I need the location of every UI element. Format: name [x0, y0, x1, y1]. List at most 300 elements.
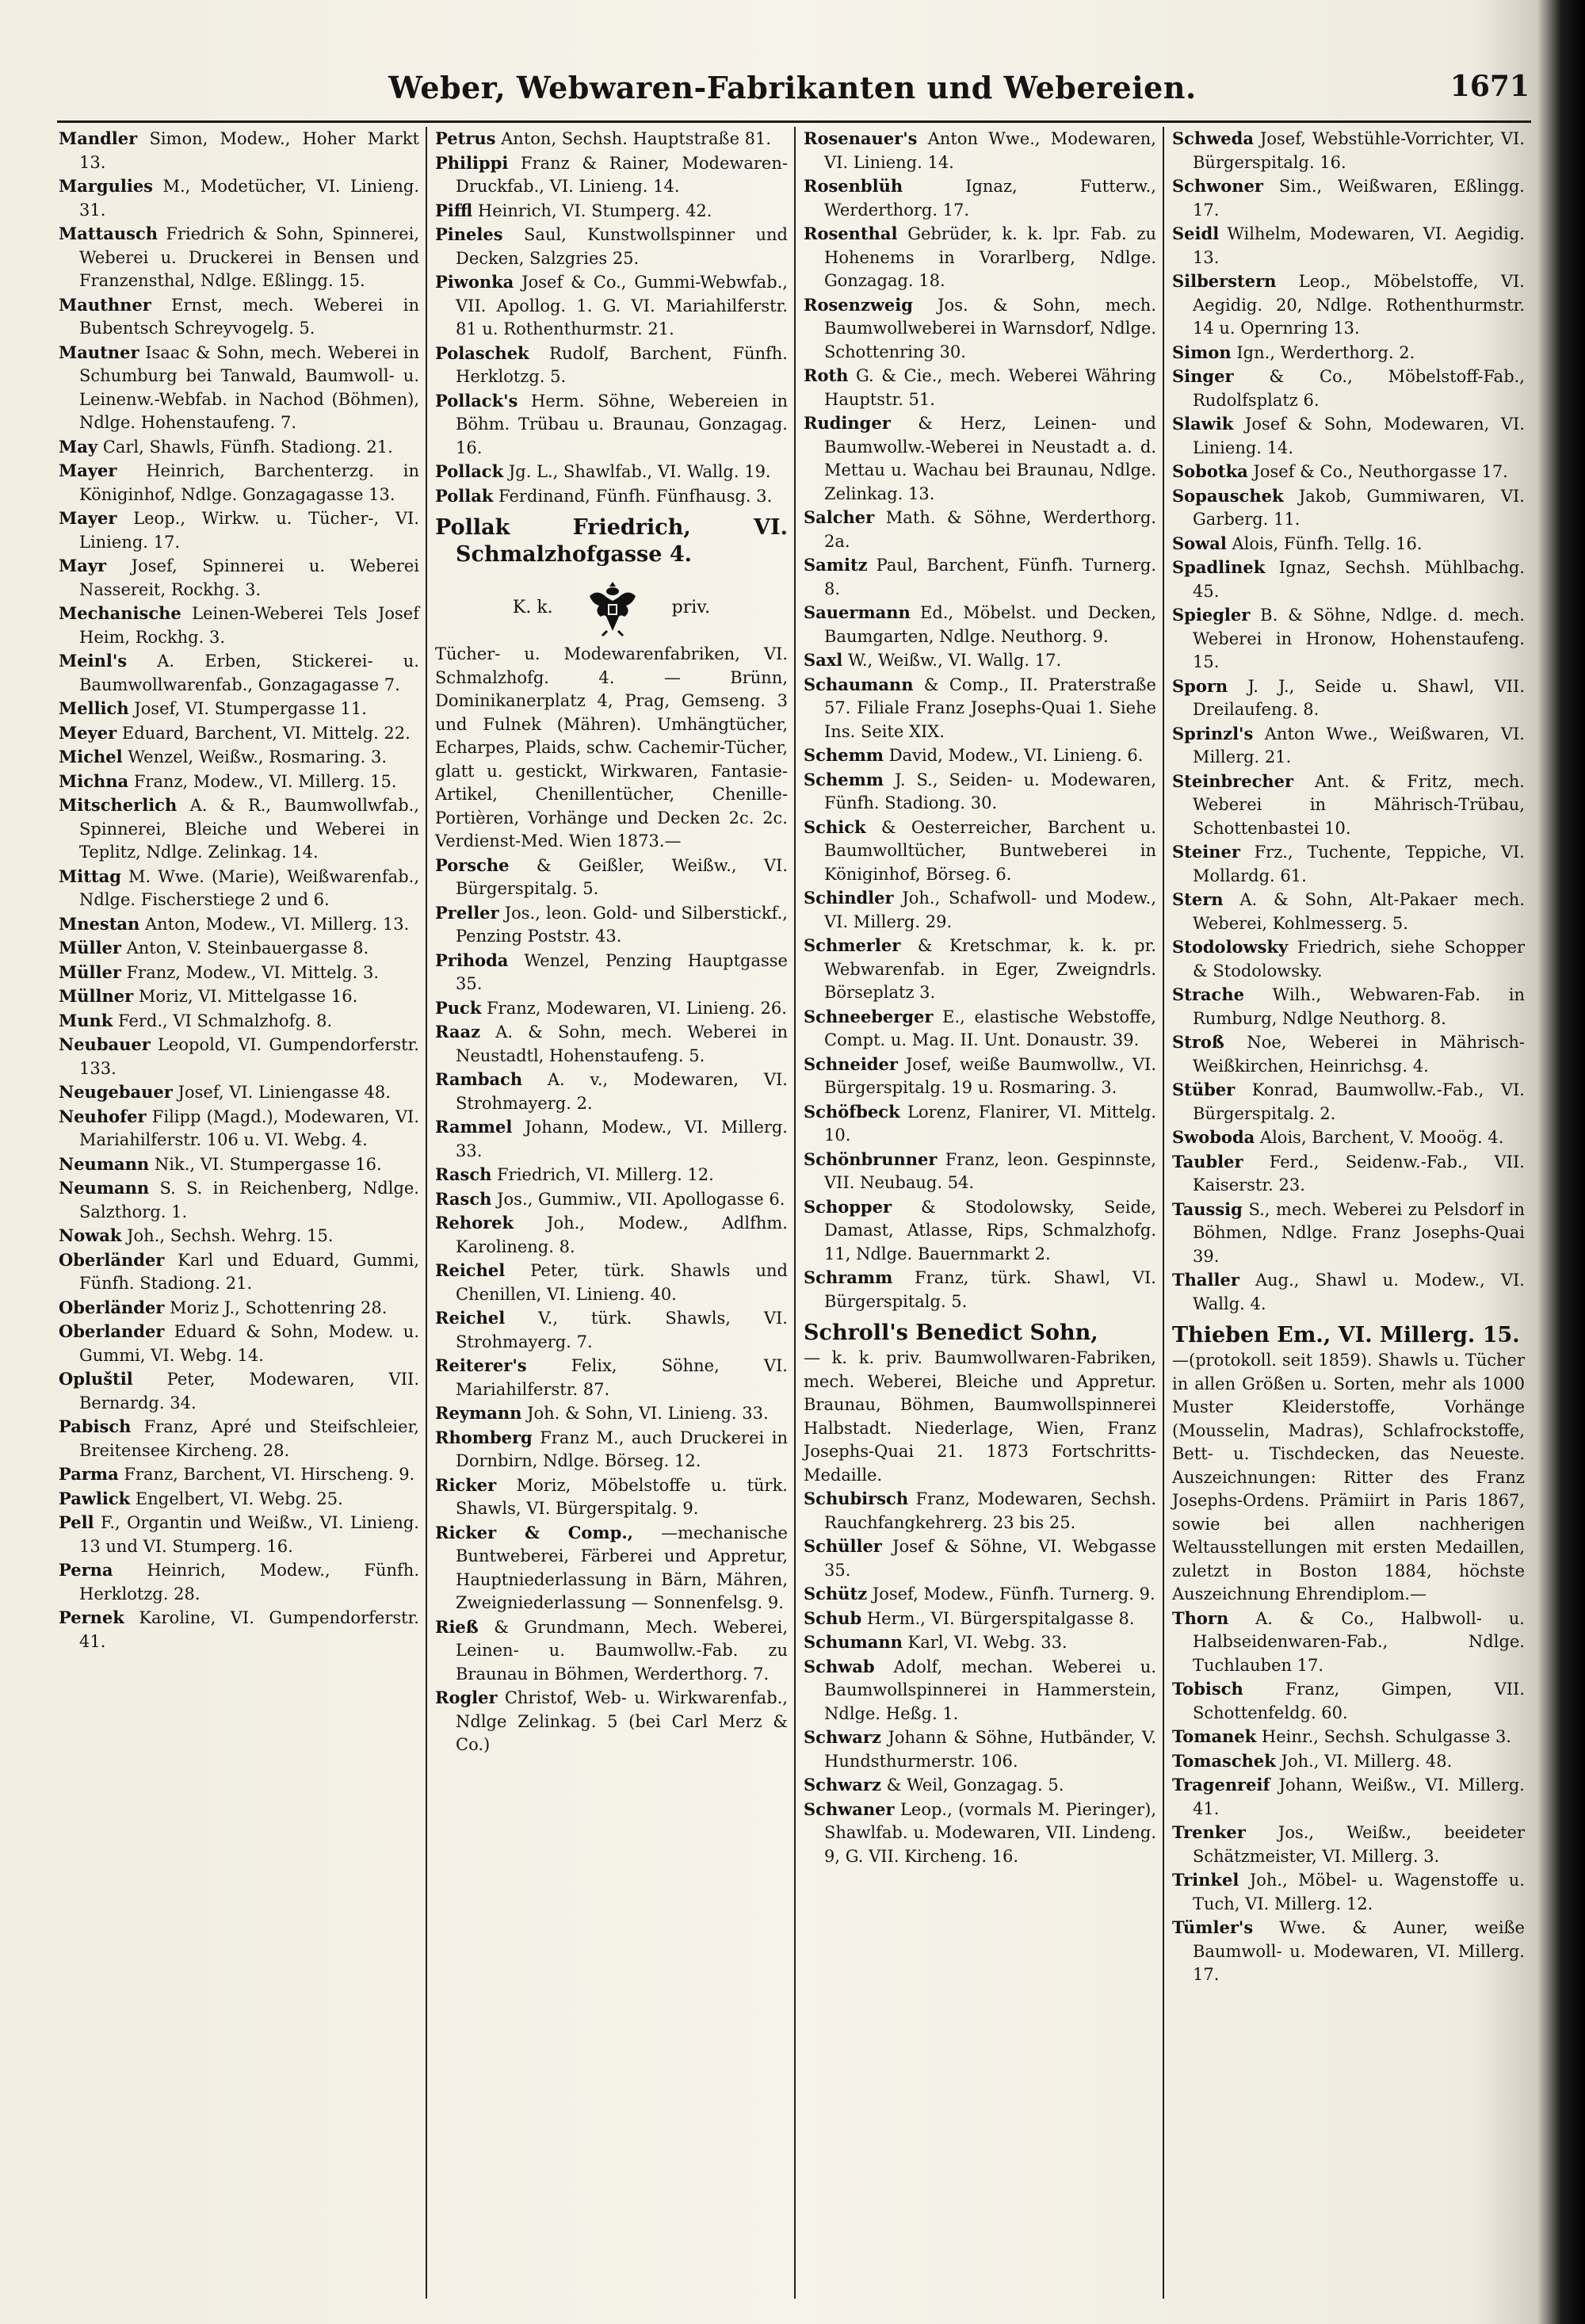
- directory-entry: [59, 1367, 419, 1415]
- directory-entry: [59, 1176, 419, 1224]
- entry-text: & Stodolowsky, Seide, Damast, Atlasse, Rips, Schmalzhofg. 11, Ndlge. Bauernmarkt 2.: [824, 1197, 1156, 1263]
- directory-entry: [1172, 722, 1525, 770]
- entry-text: Anton, V. Steinbauergasse 8.: [126, 938, 369, 958]
- entry-name: Pell: [59, 1512, 94, 1532]
- entry-name: Rosenthal: [804, 224, 898, 243]
- entry-name: Rosenauer's: [804, 128, 918, 148]
- entry-name: Schmerler: [804, 935, 901, 955]
- column-3-entries-bottom: [804, 1487, 1156, 1868]
- entry-name: Neubauer: [59, 1034, 151, 1054]
- entry-text: Joh., Sechsh. Wehrg. 15.: [127, 1226, 334, 1245]
- entry-name: Seidl: [1172, 224, 1220, 243]
- directory-entry: [59, 1558, 419, 1606]
- entry-text: Franz, Modew., VI. Millerg. 15.: [133, 771, 397, 791]
- directory-entry: [1172, 983, 1525, 1030]
- entry-text: & Co., Möbelstoff-Fab., Rudolfsplatz 6.: [1193, 367, 1525, 410]
- entry-name: Pawlick: [59, 1488, 131, 1508]
- directory-entry: [1172, 484, 1525, 532]
- entry-text: —mechanische Buntweberei, Färberei und Appretur, Hauptniederlassung in Bärn, Mähren, Zweigniederlassung — Sonnenfelsg. 9.: [456, 1523, 788, 1612]
- directory-entry: [435, 1068, 788, 1115]
- directory-entry: [804, 1655, 1156, 1726]
- entry-name: Roth: [804, 365, 849, 385]
- entry-text: Josef & Söhne, VI. Webgasse 35.: [824, 1537, 1156, 1580]
- directory-entry: [435, 1259, 788, 1306]
- entry-name: Mnestan: [59, 913, 140, 934]
- entry-text: Jos. & Sohn, mech. Baumwollweberei in Warnsdorf, Ndlge. Schottenring 30.: [824, 295, 1156, 361]
- entry-text: Josef, VI. Stumpergasse 11.: [134, 699, 367, 718]
- entry-text: Filipp (Magd.), Modewaren, VI. Mariahilferstr. 106 u. VI. Webg. 4.: [79, 1107, 419, 1149]
- entry-name: Schwaner: [804, 1798, 895, 1819]
- entry-name: Oberländer: [59, 1249, 165, 1270]
- entry-text: Joh., Modew., Adlfhm. Karolineng. 8.: [456, 1214, 788, 1256]
- entry-text: E., elastische Webstoffe, Compt. u. Mag. II. Unt. Donaustr. 39.: [824, 1007, 1156, 1049]
- entry-text: Frz., Tuchente, Teppiche, VI. Mollardg. 61.: [1193, 843, 1525, 885]
- entry-text: Jakob, Gummiwaren, VI. Garberg. 11.: [1193, 486, 1525, 529]
- entry-name: Mechanische: [59, 603, 181, 623]
- entry-text: Johann, Modew., VI. Millerg. 33.: [456, 1118, 788, 1160]
- emblem-right-text: priv.: [671, 597, 711, 617]
- entry-name: Tümler's: [1172, 1917, 1254, 1937]
- entry-name: Silberstern: [1172, 271, 1277, 291]
- entry-text: Jg. L., Shawlfab., VI. Wallg. 19.: [508, 462, 771, 481]
- directory-entry: [1172, 556, 1525, 603]
- entry-text: Aug., Shawl u. Modew., VI. Wallg. 4.: [1193, 1271, 1525, 1313]
- directory-entry: [804, 768, 1156, 816]
- entry-text: Franz, Modew., VI. Mittelg. 3.: [126, 962, 380, 982]
- entry-text: Josef, Modew., Fünfh. Turnerg. 9.: [872, 1584, 1155, 1603]
- entry-text: A. & R., Baumwollwfab., Spinnerei, Bleiche und Weberei in Teplitz, Ndlge. Zelinkag. 14.: [79, 796, 419, 862]
- directory-entry: [804, 1487, 1156, 1535]
- directory-entry: [1172, 1916, 1525, 1987]
- entry-name: Michel: [59, 747, 123, 766]
- directory-entry: [435, 854, 788, 901]
- directory-entry: [804, 816, 1156, 887]
- entry-name: Trenker: [1172, 1822, 1246, 1842]
- entry-text: A. & Sohn, Alt-Pakaer mech. Weberei, Kohlmesserg. 5.: [1193, 890, 1525, 933]
- directory-entry: [59, 697, 419, 721]
- directory-entry: [59, 1487, 419, 1512]
- directory-entry: [59, 222, 419, 293]
- entry-name: Opluštil: [59, 1369, 133, 1389]
- entry-name: Petrus: [435, 128, 496, 148]
- entry-name: Philippi: [435, 152, 509, 173]
- directory-entry: [435, 223, 788, 270]
- entry-name: Rudinger: [804, 413, 891, 433]
- directory-entry: [1172, 341, 1525, 365]
- directory-entry: [59, 554, 419, 602]
- column-3-entries-top: [804, 127, 1156, 1313]
- entry-name: Spiegler: [1172, 605, 1251, 625]
- entry-name: Piwonka: [435, 272, 514, 292]
- entry-text: Jos., leon. Gold- und Silberstickf., Penzing Poststr. 43.: [456, 903, 788, 946]
- entry-text: S., mech. Weberei zu Pelsdorf in Böhmen, Ndlge. Franz Josephs-Quai 39.: [1193, 1199, 1525, 1266]
- entry-text: Josef, Webstühle-Vorrichter, VI. Bürgerspitalg. 16.: [1193, 129, 1525, 172]
- entry-name: Schubirsch: [804, 1489, 909, 1508]
- entry-name: Oberländer: [59, 1297, 165, 1317]
- entry-text: Johann & Söhne, Hutbänder, V. Hundsthurmerstr. 106.: [824, 1728, 1156, 1771]
- entry-name: Reichel: [435, 1308, 506, 1328]
- directory-entry: [435, 389, 788, 461]
- entry-name: Schroll's: [804, 1321, 908, 1345]
- directory-entry: [1172, 1268, 1525, 1316]
- entry-name: Sowal: [1172, 533, 1227, 553]
- entry-name: Schwoner: [1172, 176, 1263, 196]
- directory-entry: [804, 934, 1156, 1005]
- featured-entry-schroll: [804, 1320, 1156, 1347]
- entry-name: Munk: [59, 1010, 113, 1030]
- directory-entry: [804, 553, 1156, 601]
- entry-name: Pollack: [435, 461, 504, 481]
- entry-name: Neuhofer: [59, 1106, 147, 1126]
- entry-text: Josef, Spinnerei u. Weberei Nassereit, Rockhg. 3.: [79, 556, 419, 599]
- directory-entry: [1172, 1607, 1525, 1678]
- entry-name: Taussig: [1172, 1198, 1243, 1219]
- directory-entry: [435, 127, 788, 151]
- entry-text: A. v., Modewaren, VI. Strohmayerg. 2.: [456, 1070, 788, 1113]
- entry-text: Friedrich & Sohn, Spinnerei, Weberei u. Druckerei in Bensen und Franzensthal, Ndlge. Eßlingg. 15.: [79, 224, 419, 290]
- pollak-description: Tücher- u. Modewarenfabriken, VI. Schmalzhofg. 4. — Brünn, Dominikanerplatz 4, Prag, Gemseng. 3 und Fulnek (Mähren). Umhängtücher, Echarpes, Plaids, schw. Cachemir-Tücher, glatt u. gestickt, Wirkwaren, Fantasie-Artikel, Chenillentücher, Chenille-Portièren, Vorhänge und Decken 2c. 2c. Verdienst-Med. Wien 1873.—: [435, 644, 788, 850]
- directory-entry: [435, 1474, 788, 1521]
- directory-entry: [59, 770, 419, 794]
- entry-name: Rambach: [435, 1069, 523, 1089]
- entry-text: Moriz, Möbelstoffe u. türk. Shawls, VI. Bürgerspitalg. 9.: [456, 1475, 788, 1518]
- entry-name: Sprinzl's: [1172, 723, 1254, 743]
- entry-name: Schönbrunner: [804, 1149, 938, 1169]
- entry-name: Steiner: [1172, 842, 1240, 862]
- directory-entry: [1172, 1078, 1525, 1126]
- entry-text: Karl und Eduard, Gummi, Fünfh. Stadiong. 21.: [79, 1250, 419, 1293]
- directory-entry: [59, 1462, 419, 1487]
- entry-name: Rosenzweig: [804, 294, 913, 315]
- entry-text: Ignaz, Sechsh. Mühlbachg. 45.: [1193, 558, 1525, 601]
- entry-text: Karoline, VI. Gumpendorferstr. 41.: [79, 1608, 419, 1651]
- entry-text: Eduard & Sohn, Modew. u. Gummi, VI. Webg. 14.: [79, 1322, 419, 1365]
- directory-entry: [59, 1320, 419, 1367]
- entry-name: Reiterer's: [435, 1355, 527, 1375]
- entry-text: Ferd., VI Schmalzhofg. 8.: [118, 1011, 333, 1030]
- entry-name: Trinkel: [1172, 1870, 1239, 1890]
- directory-entry: [804, 1195, 1156, 1267]
- entry-name: Polaschek: [435, 342, 529, 363]
- directory-entry: [1172, 1868, 1525, 1916]
- directory-entry: [59, 1248, 419, 1296]
- directory-entry: [435, 270, 788, 342]
- entry-text: & Geißler, Weißw., VI. Bürgerspitalg. 5.: [456, 855, 788, 898]
- directory-entry: [1172, 1030, 1525, 1078]
- directory-entry: [59, 912, 419, 937]
- page-number: 1671: [1449, 70, 1530, 103]
- directory-entry: [804, 1773, 1156, 1798]
- directory-entry: [59, 649, 419, 697]
- directory-entry: [1172, 532, 1525, 556]
- entry-name: Schneider: [804, 1053, 898, 1074]
- entry-text: Ferdinand, Fünfh. Fünfhausg. 3.: [498, 486, 773, 506]
- entry-text: Carl, Shawls, Fünfh. Stadiong. 21.: [102, 437, 393, 457]
- directory-entry: [1172, 1749, 1525, 1774]
- entry-name: Schöfbeck: [804, 1101, 900, 1122]
- entry-name: Rasch: [435, 1188, 492, 1209]
- entry-name: Schneeberger: [804, 1006, 934, 1026]
- entry-text: J. S., Seiden- u. Modewaren, Fünfh. Stadiong. 30.: [824, 770, 1156, 812]
- directory-entry: [59, 793, 419, 865]
- entry-text: M., Modetücher, VI. Linieng. 31.: [79, 177, 419, 220]
- entry-text: Em., VI. Millerg. 15.: [1277, 1323, 1520, 1347]
- entry-text: M. Wwe. (Marie), Weißwarenfab., Ndlge. Fischerstiege 2 und 6.: [79, 866, 419, 909]
- entry-name: Swoboda: [1172, 1127, 1255, 1147]
- directory-entry: [435, 1401, 788, 1426]
- directory-entry: [1172, 675, 1525, 722]
- entry-text: Ernst, mech. Weberei in Bubentsch Schreyvogelg. 5.: [79, 295, 419, 338]
- entry-name: Mayer: [59, 461, 117, 480]
- directory-entry: [435, 1115, 788, 1163]
- entry-name: Rieß: [435, 1616, 479, 1637]
- directory-entry: [804, 886, 1156, 934]
- entry-text: Friedrich, siehe Schopper & Stodolowsky.: [1193, 938, 1525, 980]
- entry-text: Wenzel, Weißw., Rosmaring. 3.: [128, 747, 388, 766]
- directory-entry: [804, 743, 1156, 768]
- directory-entry: [1172, 460, 1525, 484]
- entry-name: Stüber: [1172, 1080, 1236, 1099]
- directory-entry: [59, 1080, 419, 1105]
- directory-entry: [59, 506, 419, 554]
- directory-entry: [435, 1686, 788, 1757]
- directory-entry: [59, 865, 419, 912]
- column-4: [1163, 127, 1531, 2299]
- directory-entry: [435, 1426, 788, 1474]
- entry-name: Schaumann: [804, 674, 914, 694]
- entry-name: Saxl: [804, 650, 843, 670]
- entry-text: Josef & Co., Gummi-Webwfab., VII. Apollog. 1. G. VI. Mariahilferstr. 81 u. Rothenthurmstr. 21.: [456, 273, 788, 338]
- entry-text: & Kretschmar, k. k. pr. Webwarenfab. in Eger, Zweigndrls. Börseplatz 3.: [824, 936, 1156, 1002]
- entry-text: Leinen-Weberei Tels Josef Heim, Rockhg. 3.: [79, 604, 419, 647]
- entry-name: Mellich: [59, 698, 129, 718]
- entry-text: Heinrich, Modew., Fünfh. Herklotzg. 28.: [79, 1561, 419, 1603]
- directory-entry: [1172, 1198, 1525, 1269]
- directory-entry: [59, 1033, 419, 1080]
- entry-text: Math. & Söhne, Werderthorg. 2a.: [824, 508, 1156, 551]
- entry-text: Anton Wwe., Modewaren, VI. Linieng. 14.: [824, 129, 1156, 172]
- entry-name: Schumann: [804, 1632, 903, 1652]
- entry-name: Sporn: [1172, 675, 1228, 696]
- entry-text: W., Weißw., VI. Wallg. 17.: [847, 651, 1062, 670]
- entry-text: Herm., VI. Bürgerspitalgasse 8.: [866, 1608, 1135, 1628]
- directory-entry: [59, 721, 419, 746]
- directory-entry: [435, 1187, 788, 1212]
- entry-name: Mautner: [59, 342, 139, 362]
- entry-text: Heinrich, VI. Stumperg. 42.: [477, 201, 712, 220]
- entry-name: Neumann: [59, 1178, 150, 1198]
- entry-text: Rudolf, Barchent, Fünfh. Herklotzg. 5.: [456, 343, 788, 386]
- entry-text: Leop., (vormals M. Pieringer), Shawlfab. u. Modewaren, VII. Lindeng. 9, G. VII. Kircheng. 16.: [824, 1799, 1156, 1866]
- entry-name: Rehorek: [435, 1213, 514, 1233]
- entry-name: Parma: [59, 1464, 119, 1484]
- entry-text: Eduard, Barchent, VI. Mittelg. 22.: [121, 723, 411, 743]
- directory-entry: [435, 1163, 788, 1187]
- entry-name: Tobisch: [1172, 1679, 1243, 1699]
- entry-text: Herm. Söhne, Webereien in Böhm. Trübau u. Braunau, Gonzagag. 16.: [456, 391, 788, 457]
- entry-text: Joh., Schafwoll- und Modew., VI. Millerg. 29.: [824, 889, 1156, 931]
- entry-name: Pollak: [435, 485, 494, 506]
- directory-entry: [804, 411, 1156, 506]
- directory-entry: [59, 459, 419, 506]
- entry-text: Ed., Möbelst. und Decken, Baumgarten, Ndlge. Neuthorg. 9.: [824, 603, 1156, 646]
- directory-entry: [804, 293, 1156, 365]
- entry-name: Schwarz: [804, 1727, 881, 1747]
- directory-entry: [59, 745, 419, 770]
- directory-entry: [804, 1266, 1156, 1313]
- directory-entry: [435, 1211, 788, 1259]
- entry-text: Paul, Barchent, Fünfh. Turnerg. 8.: [824, 556, 1156, 598]
- entry-name: Meyer: [59, 722, 117, 743]
- directory-entry: [435, 1020, 788, 1068]
- entry-text: A. & Co., Halbwoll- u. Halbseidenwaren-Fab., Ndlge. Tuchlauben 17.: [1193, 1608, 1525, 1675]
- entry-name: Mitscherlich: [59, 795, 178, 815]
- entry-text: Joh., Möbel- u. Wagenstoffe u. Tuch, VI. Millerg. 12.: [1193, 1871, 1525, 1913]
- entry-name: Schütz: [804, 1584, 868, 1603]
- directory-entry: [1172, 770, 1525, 841]
- entry-text: S. S. in Reichenberg, Ndlge. Salzthorg. 1.: [79, 1179, 419, 1221]
- entry-text: Josef, VI. Liniengasse 48.: [178, 1083, 391, 1102]
- entry-text: Noe, Weberei in Mährisch-Weißkirchen, Heinrichsg. 4.: [1193, 1033, 1525, 1076]
- directory-entry: [1172, 269, 1525, 341]
- entry-name: Thorn: [1172, 1607, 1229, 1628]
- directory-entry: [1172, 1821, 1525, 1868]
- directory-entry: [1172, 840, 1525, 888]
- entry-text: Wwe. & Auner, weiße Baumwoll- u. Modewaren, VI. Millerg. 17.: [1193, 1918, 1525, 1984]
- entry-name: Salcher: [804, 507, 875, 527]
- entry-name: Schemm: [804, 769, 884, 789]
- column-4-entries-bottom: [1172, 1607, 1525, 1987]
- entry-text: Peter, türk. Shawls und Chenillen, VI. Linieng. 40.: [456, 1261, 788, 1304]
- entry-text: Moriz, VI. Mittelgasse 16.: [138, 987, 358, 1006]
- entry-text: Leopold, VI. Gumpendorferstr. 133.: [79, 1035, 419, 1078]
- directory-entry: [804, 1607, 1156, 1631]
- directory-entry: [435, 1354, 788, 1401]
- directory-entry: [59, 1415, 419, 1462]
- directory-entry: [435, 949, 788, 996]
- entry-name: Schramm: [804, 1267, 893, 1287]
- entry-text: Nik., VI. Stumpergasse 16.: [154, 1154, 382, 1174]
- entry-text: Joh., VI. Millerg. 48.: [1281, 1751, 1453, 1771]
- entry-name: Schopper: [804, 1196, 892, 1217]
- entry-text: J. J., Seide u. Shawl, VII. Dreilaufeng. 8.: [1193, 676, 1525, 719]
- entry-text: Leop., Möbelstoffe, VI. Aegidig. 20, Ndlge. Rothenthurmstr. 14 u. Opernring 13.: [1193, 272, 1525, 338]
- entry-name: Sauermann: [804, 602, 911, 622]
- directory-entry: [804, 601, 1156, 648]
- entry-name: Slawik: [1172, 414, 1234, 434]
- entry-name: Sopauschek: [1172, 485, 1284, 506]
- directory-entry: [1172, 888, 1525, 935]
- entry-name: Taubler: [1172, 1151, 1243, 1172]
- entry-name: Reymann: [435, 1403, 522, 1423]
- entry-text: Franz, leon. Gespinnste, VII. Neubaug. 54.: [824, 1149, 1156, 1192]
- directory-entry: [59, 1105, 419, 1152]
- featured-entry-thieben: [1172, 1322, 1525, 1349]
- entry-text: Ferd., Seidenw.-Fab., VII. Kaiserstr. 23.: [1193, 1152, 1525, 1194]
- entry-name: Piffl: [435, 200, 473, 220]
- entry-name: Oberlander: [59, 1321, 165, 1341]
- directory-entry: [804, 1053, 1156, 1100]
- entry-name: Pernek: [59, 1607, 124, 1627]
- entry-text: Konrad, Baumwollw.-Fab., VI. Bürgerspitalg. 2.: [1193, 1080, 1525, 1123]
- entry-name: Müller: [59, 938, 121, 958]
- entry-text: Friedrich, VI. Schmalzhofgasse 4.: [456, 515, 788, 567]
- directory-entry: [1172, 1773, 1525, 1821]
- entry-text: F., Organtin und Weißw., VI. Linieng. 13 und VI. Stumperg. 16.: [79, 1513, 419, 1556]
- entry-name: Müller: [59, 961, 121, 982]
- entry-name: Raaz: [435, 1022, 481, 1042]
- schroll-description: — k. k. priv. Baumwollwaren-Fabriken, mech. Weberei, Bleiche und Appretur. Braunau, Böhmen, Baumwollspinnerei Halbstadt. Niederlage, Wien, Franz Josephs-Quai 21. 1873 Fortschritts-Medaille.: [804, 1348, 1156, 1485]
- entry-text: Franz, Barchent, VI. Hirscheng. 9.: [124, 1465, 415, 1484]
- directory-entry: [804, 1726, 1156, 1773]
- double-eagle-icon: [585, 577, 640, 637]
- entry-text: Leop., Wirkw. u. Tücher-, VI. Linieng. 17.: [79, 509, 419, 552]
- directory-entry: [59, 1511, 419, 1558]
- directory-entry: [1172, 1677, 1525, 1725]
- entry-text: Anton, Modew., VI. Millerg. 13.: [144, 914, 410, 934]
- entry-text: Wenzel, Penzing Hauptgasse 35.: [456, 950, 788, 993]
- entry-name: Ricker: [435, 1474, 497, 1495]
- entry-text: & Grundmann, Mech. Weberei, Leinen- u. Baumwollw.-Fab. zu Braunau in Böhmen, Werderthorg. 7.: [456, 1617, 788, 1684]
- entry-name: Steinbrecher: [1172, 770, 1294, 791]
- directory-entry: [1172, 365, 1525, 412]
- entry-name: Ricker & Comp.,: [435, 1522, 633, 1542]
- entry-name: Porsche: [435, 854, 510, 875]
- directory-entry: [804, 1535, 1156, 1582]
- entry-name: Neumann: [59, 1153, 150, 1174]
- entry-text: Heinr., Sechsh. Schulgasse 3.: [1261, 1727, 1511, 1746]
- directory-entry: [804, 1798, 1156, 1869]
- entry-name: Tragenreif: [1172, 1775, 1270, 1795]
- featured-entry-pollak: [435, 514, 788, 568]
- entry-text: & Comp., II. Praterstraße 57. Filiale Franz Josephs-Quai 1. Siehe Ins. Seite XIX.: [824, 675, 1156, 741]
- entry-name: Tomanek: [1172, 1726, 1257, 1746]
- entry-name: Neugebauer: [59, 1082, 173, 1102]
- entry-text: Franz, Apré und Steifschleier, Breitensee Kircheng. 28.: [79, 1417, 419, 1460]
- entry-text: A. & Sohn, mech. Weberei in Neustadtl, Hohenstaufeng. 5.: [456, 1022, 788, 1065]
- entry-name: Sobotka: [1172, 461, 1248, 481]
- directory-entry: [435, 1306, 788, 1354]
- entry-text: Anton, Sechsh. Hauptstraße 81.: [501, 129, 772, 148]
- entry-text: Franz, türk. Shawl, VI. Bürgerspitalg. 5.: [824, 1268, 1156, 1311]
- directory-entry: [59, 1224, 419, 1248]
- entry-name: Müllner: [59, 986, 134, 1006]
- entry-text: Josef & Sohn, Modewaren, VI. Linieng. 14.: [1193, 415, 1525, 457]
- directory-entry: [435, 901, 788, 949]
- entry-text: Friedrich, VI. Millerg. 12.: [497, 1165, 714, 1184]
- directory-entry: [1172, 1725, 1525, 1749]
- entry-name: Simon: [1172, 342, 1232, 362]
- entry-name: Spadlinek: [1172, 557, 1266, 577]
- entry-text: Saul, Kunstwollspinner und Decken, Salzgries 25.: [456, 225, 788, 268]
- entry-text: Sim., Weißwaren, Eßlingg. 17.: [1193, 177, 1525, 220]
- entry-name: Mauthner: [59, 294, 151, 315]
- entry-name: Margulies: [59, 176, 154, 196]
- column-1: [57, 127, 426, 2299]
- directory-entry: [59, 435, 419, 460]
- entry-text: Christof, Web- u. Wirkwarenfab., Ndlge Zelinkag. 5 (bei Carl Merz & Co.): [456, 1688, 788, 1754]
- directory-entry: [1172, 1126, 1525, 1150]
- entry-name: Rosenblüh: [804, 176, 903, 196]
- column-2: [426, 127, 794, 2299]
- entry-name: Preller: [435, 902, 499, 923]
- entry-name: Schindler: [804, 888, 894, 908]
- directory-entry: [59, 127, 419, 174]
- directory-entry: [1172, 603, 1525, 675]
- header-rule: [57, 120, 1531, 123]
- entry-text: Benedict Sohn,: [915, 1321, 1098, 1345]
- directory-entry: [804, 222, 1156, 293]
